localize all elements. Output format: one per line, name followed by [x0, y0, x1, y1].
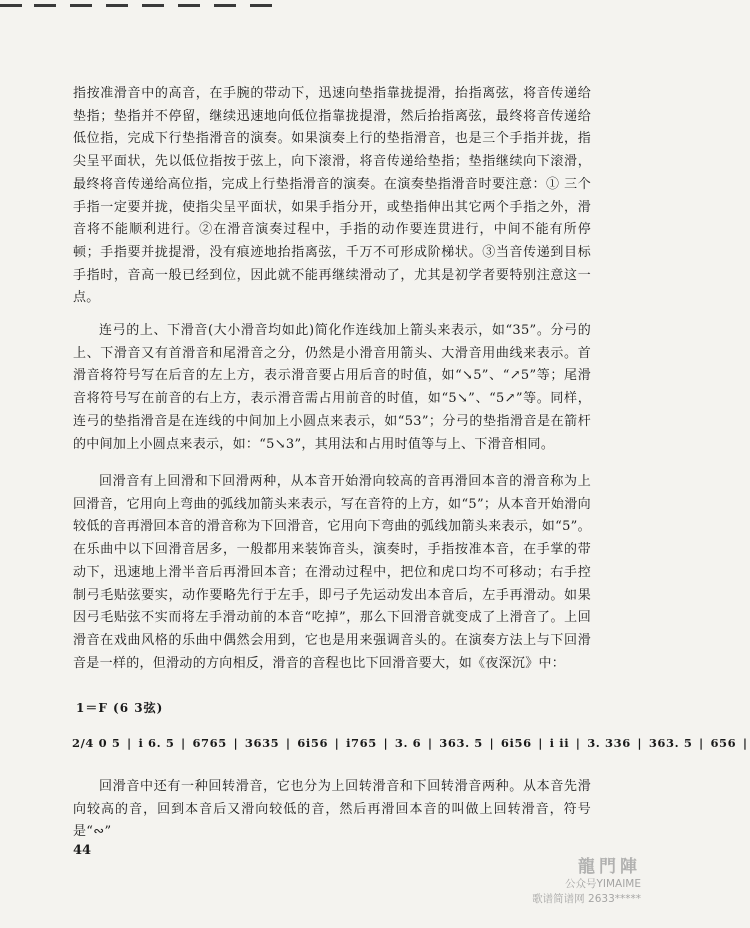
bar-line: |	[127, 736, 132, 750]
paragraph-slide-notation	[73, 320, 591, 456]
paragraph-text: 连弓的上、下滑音(大小滑音均如此)简化作连线加上箭头来表示，如“35”。分弓的上、下滑音又有首滑音和尾滑音之分，仍然是小滑音用箭头、大滑音用曲线来表示。首滑音将符号写在后音的左上方，表示滑音要占用后音的时值，如“↘5”、“↗5”等；尾滑音将符号写在前音的右上方，表示滑音需占用前音的时值，如“5↘”、“5↗”等。同样，连弓的垫指滑音是在连线的中间加上小圆点来表示，如“53”；分弓的垫指滑音是在箭杆的中间加上小圆点来表示，如：“5↘3”，其用法和占用时值等与上、下滑音相同。	[73, 323, 591, 452]
bar-line: |	[383, 736, 389, 750]
score-measure: 6765	[187, 736, 232, 750]
score-measure: i 6. 5	[133, 736, 180, 750]
score-measure: 363. 5	[434, 736, 488, 750]
score-measure: 6i56	[496, 736, 537, 750]
bar-line: |	[637, 736, 643, 750]
paragraph-padding-finger-slide	[73, 83, 591, 310]
score-measure: 0 5	[98, 736, 126, 750]
bar-line: |	[334, 736, 340, 750]
paragraph-text: 回滑音有上回滑和下回滑两种，从本音开始滑向较高的音再滑回本音的滑音称为上回滑音，它用向上弯曲的弧线加箭头来表示，写在音符的上方，如“5”；从本音开始滑向较低的音再滑回本音的滑音称为下回滑音，它用向下弯曲的弧线加箭头来表示，如“5”。在乐曲中以下回滑音居多，一般都用来装饰音头，演奏时，手指按准本音，在手掌的带动下，迅速地上滑半音后再滑回本音；在滑动过程中，把位和虎口均不可移动；右手控制弓毛贴弦要实，动作要略先行于左手，即弓子先运动发出本音后，左手再滑动。如果因弓毛贴弦不实而将左手滑动前的本音“吃掉”，那么下回滑音就变成了上滑音了。上回滑音在戏曲风格的乐曲中偶然会用到，它也是用来强调音头的。在演奏方法上与下回滑音是一样的，但滑动的方向相反，滑音的音程也比下回滑音要大，如《夜深沉》中：	[73, 474, 591, 671]
score-measures	[99, 736, 750, 750]
score-measure: 656	[705, 736, 741, 750]
score-measure: 363. 5	[644, 736, 698, 750]
bar-line: |	[575, 736, 581, 750]
bar-line: |	[699, 736, 704, 750]
score-measure: 3. 6	[390, 736, 426, 750]
bar-line: |	[181, 736, 186, 750]
time-signature: 2/4	[72, 736, 95, 750]
watermark-logo: 龍門陣	[578, 857, 641, 877]
score-measure: i765	[341, 736, 382, 750]
bar-line: |	[538, 736, 544, 750]
watermark-line-1: 公众号YIMAIME	[564, 878, 641, 890]
bar-line: |	[742, 736, 748, 750]
watermark-line-2: 歌谱简谱网 2633*****	[532, 893, 641, 905]
score-measure: 3635	[240, 736, 284, 750]
score-key-signature: 1＝F (6 3弦)	[76, 701, 164, 715]
score-measure: 6i56	[292, 736, 333, 750]
paragraph-turn-slide	[73, 776, 591, 844]
score-measure: 3. 336	[582, 736, 636, 750]
paragraph-text: 回滑音中还有一种回转滑音，它也分为上回转滑音和下回转滑音两种。从本音先滑向较高的音，回到本音后又滑向较低的音，然后再滑回本音的叫做上回转滑音，符号是“∾”	[73, 779, 591, 840]
paragraph-text: 指按准滑音中的高音，在手腕的带动下，迅速向垫指靠拢提滑，抬指离弦，将音传递给垫指；垫指并不停留，继续迅速地向低位指靠拢提滑，然后抬指离弦，最终将音传递给低位指，完成下行垫指滑音的演奏。如果演奏上行的垫指滑音，也是三个手指并拢，指尖呈平面状，先以低位指按于弦上，向下滚滑，将音传递给垫指；垫指继续向下滚滑，最终将音传递给高位指，完成上行垫指滑音的演奏。在演奏垫指滑音时要注意：① 三个手指一定要并拢，使指尖呈平面状，如果手指分开，或垫指伸出其它两个手指之外，滑音将不能顺利进行。②在滑音演奏过程中，手指的动作要连贯进行，中间不能有所停顿；手指要并拢提滑，没有痕迹地抬指离弦，千万不可形成阶梯状。③当音传递到目标手指时，音高一般已经到位，因此就不能再继续滑动了，尤其是初学者要特别注意这一点。	[73, 86, 591, 306]
paragraph-return-slide	[73, 471, 591, 675]
top-dash-rule	[0, 0, 300, 10]
bar-line: |	[489, 736, 495, 750]
watermark	[496, 857, 641, 921]
score-measure: i ii	[545, 736, 574, 750]
jianpu-score-line	[72, 736, 748, 750]
page-number: 44	[73, 843, 92, 858]
bar-line: |	[427, 736, 433, 750]
bar-line: |	[285, 736, 291, 750]
bar-line: |	[233, 736, 239, 750]
